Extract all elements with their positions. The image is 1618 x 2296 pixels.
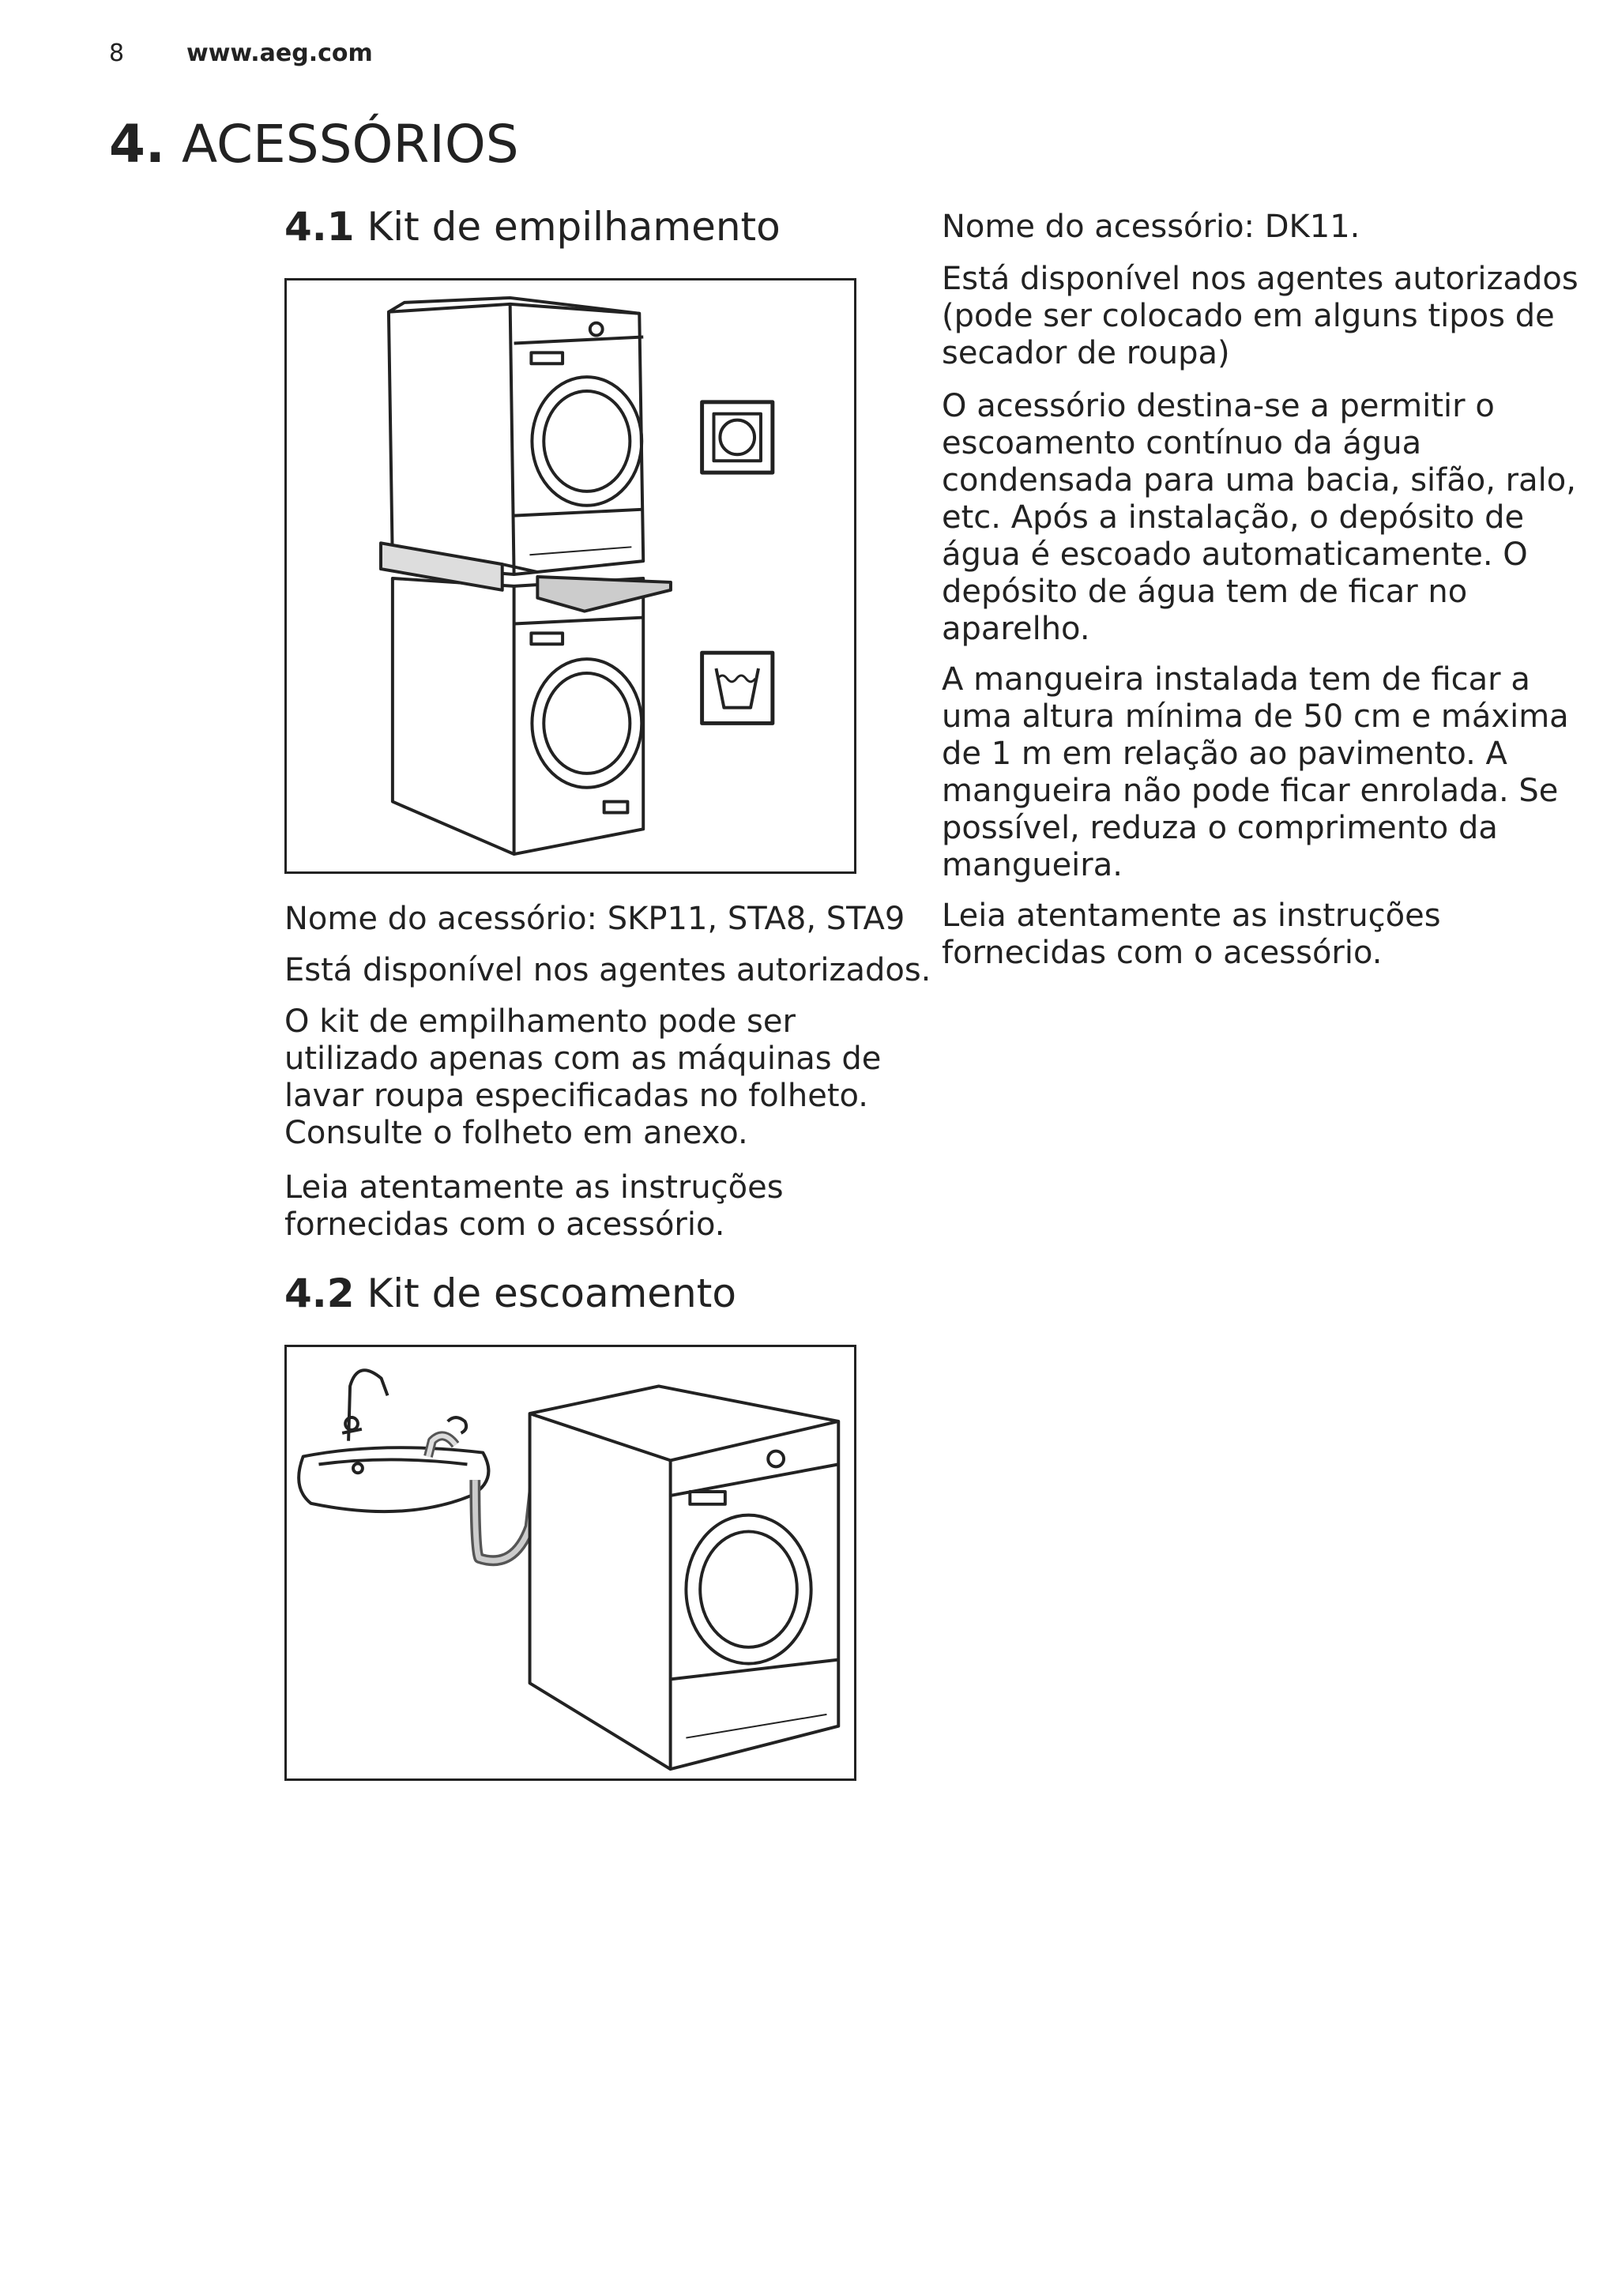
drain-kit-figure (284, 1345, 856, 1781)
text-line: lavar roupa especificadas no folheto. (284, 1078, 869, 1114)
stacking-kit-accessory-name: Nome do acessório: SKP11, STA8, STA9 (284, 901, 905, 937)
text-line: O kit de empilhamento pode ser (284, 1003, 796, 1040)
text-line: possível, reduza o comprimento da (942, 810, 1498, 846)
text-line: O acessório destina-se a permitir o (942, 388, 1495, 424)
text-line: mangueira não pode ficar enrolada. Se (942, 773, 1559, 809)
text-line: Leia atentamente as instruções (284, 1169, 784, 1206)
section-4-1-name: Kit de empilhamento (367, 204, 781, 250)
drain-kit-purpose (942, 388, 1576, 648)
drain-kit-accessory-name: Nome do acessório: DK11. (942, 209, 1360, 245)
text-line: fornecidas com o acessório. (284, 1206, 725, 1243)
stacking-kit-illustration (287, 280, 854, 871)
chapter-number: 4. (109, 114, 165, 175)
text-line: utilizado apenas com as máquinas de (284, 1041, 882, 1077)
stacking-kit-availability: Está disponível nos agentes autorizados. (284, 952, 931, 988)
text-line: Está disponível nos agentes autorizados (942, 261, 1578, 297)
text-line: mangueira. (942, 847, 1123, 883)
text-line: (pode ser colocado em alguns tipos de (942, 298, 1555, 334)
text-line: depósito de água tem de ficar no (942, 574, 1468, 610)
section-4-2-title (284, 1270, 736, 1316)
drain-kit-availability (942, 261, 1578, 372)
text-line: aparelho. (942, 611, 1090, 647)
stacking-kit-instructions (284, 1169, 784, 1244)
text-line: Leia atentamente as instruções (942, 898, 1441, 934)
drain-kit-instructions (942, 898, 1441, 972)
text-line: água é escoado automaticamente. O (942, 536, 1528, 573)
chapter-title (109, 114, 519, 175)
section-4-2-number: 4.2 (284, 1270, 355, 1316)
page-number: 8 (109, 40, 125, 67)
text-line: fornecidas com o acessório. (942, 935, 1383, 971)
drain-kit-hose-requirements (942, 661, 1569, 884)
chapter-name: ACESSÓRIOS (181, 114, 519, 175)
section-4-1-number: 4.1 (284, 204, 355, 250)
text-line: Consulte o folheto em anexo. (284, 1115, 748, 1151)
text-line: condensada para uma bacia, sifão, ralo, (942, 462, 1576, 499)
drain-kit-illustration (287, 1347, 854, 1778)
section-4-2-name: Kit de escoamento (367, 1270, 736, 1316)
site-url: www.aeg.com (186, 40, 373, 67)
text-line: uma altura mínima de 50 cm e máxima (942, 698, 1569, 735)
text-line: escoamento contínuo da água (942, 425, 1422, 461)
text-line: A mangueira instalada tem de ficar a (942, 661, 1530, 698)
stacking-kit-figure (284, 278, 856, 874)
text-line: etc. Após a instalação, o depósito de (942, 499, 1525, 536)
section-4-1-title (284, 204, 781, 250)
text-line: secador de roupa) (942, 335, 1230, 371)
text-line: de 1 m em relação ao pavimento. A (942, 736, 1507, 772)
stacking-kit-usage (284, 1003, 881, 1152)
